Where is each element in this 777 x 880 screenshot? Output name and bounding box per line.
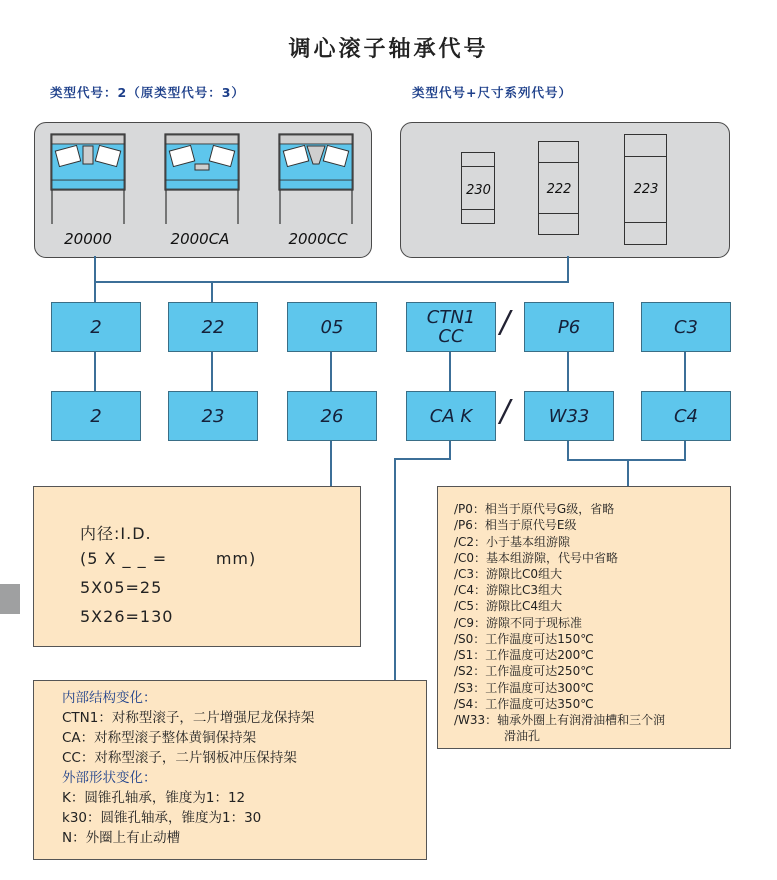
slash-separator: / xyxy=(500,394,511,429)
external-line: k30：圆锥孔轴承，锥度为1：30 xyxy=(62,810,262,826)
suffix-line: 滑油孔 xyxy=(504,729,541,743)
connector-line xyxy=(211,350,213,391)
internal-heading: 内部结构变化： xyxy=(62,690,157,706)
connector-line xyxy=(94,281,569,283)
page-title: 调心滚子轴承代号 xyxy=(288,36,489,62)
internal-line: CTN1：对称型滚子，二片增强尼龙保持架 xyxy=(62,710,315,726)
series-label: 223 xyxy=(633,182,659,197)
slash-separator: / xyxy=(500,305,511,340)
bore-line: 内径:I.D. xyxy=(80,524,152,543)
series-label: 230 xyxy=(466,183,491,198)
suffix-line: /C0：基本组游隙，代号中省略 xyxy=(454,551,619,565)
code-box-tolerance: W33 xyxy=(524,391,614,441)
connector-line xyxy=(684,439,686,461)
bore-line: 5X05=25 xyxy=(80,578,163,597)
side-tab xyxy=(0,584,20,614)
code-box-clearance: C3 xyxy=(641,302,731,352)
connector-line xyxy=(567,350,569,391)
suffix-line: /C5：游隙比C4组大 xyxy=(454,599,563,613)
code-box-tolerance: P6 xyxy=(524,302,614,352)
connector-line xyxy=(330,439,332,486)
type-code-header: 类型代号：2（原类型代号：3） xyxy=(50,85,245,100)
connector-line xyxy=(567,439,569,461)
connector-line xyxy=(449,350,451,391)
suffix-line: /S3：工作温度可达300℃ xyxy=(454,681,594,695)
internal-line: CC：对称型滚子，二片钢板冲压保持架 xyxy=(62,750,297,766)
bearing-type-label: 20000 xyxy=(64,230,112,248)
external-line: K：圆锥孔轴承，锥度为1：12 xyxy=(62,790,246,806)
code-box-series: 23 xyxy=(168,391,258,441)
connector-line xyxy=(627,459,629,486)
code-box-internal: CA K xyxy=(406,391,496,441)
bore-line: 5X26=130 xyxy=(80,607,174,626)
suffix-line: /C4：游隙比C3组大 xyxy=(454,583,563,597)
code-box-bore: 05 xyxy=(287,302,377,352)
external-heading: 外部形状变化： xyxy=(62,770,157,786)
suffix-line: /P6：相当于原代号E级 xyxy=(454,518,577,532)
suffix-line: /S1：工作温度可达200℃ xyxy=(454,648,594,662)
connector-line xyxy=(449,439,451,459)
series-label: 222 xyxy=(546,182,572,197)
code-box-series: 22 xyxy=(168,302,258,352)
type-series-header: 类型代号+尺寸系列代号） xyxy=(412,85,572,100)
suffix-line: /C9：游隙不同于现标准 xyxy=(454,616,583,630)
suffix-line: /C2：小于基本组游隙 xyxy=(454,535,571,549)
bearing-20000-icon xyxy=(51,134,125,224)
code-box-bore: 26 xyxy=(287,391,377,441)
suffix-line: /C3：游隙比C0组大 xyxy=(454,567,563,581)
suffix-line: /W33：轴承外圈上有润滑油槽和三个润 xyxy=(454,713,666,727)
connector-line xyxy=(394,458,396,680)
suffix-explanation-box xyxy=(437,486,731,749)
connector-line xyxy=(684,350,686,391)
code-box-internal: CTN1 CC xyxy=(406,302,496,352)
suffix-line: /S2：工作温度可达250℃ xyxy=(454,664,594,678)
external-line: N：外圈上有止动槽 xyxy=(62,830,181,846)
bore-line: (5 X _ _ = mm) xyxy=(80,549,257,568)
connector-line xyxy=(394,458,451,460)
bearing-type-label: 2000CC xyxy=(288,230,348,248)
suffix-line: /S0：工作温度可达150℃ xyxy=(454,632,594,646)
code-box-type: 2 xyxy=(51,391,141,441)
bearing-2000cc-icon xyxy=(279,134,353,224)
connector-line xyxy=(211,281,213,302)
connector-line xyxy=(94,350,96,391)
suffix-line: /S4：工作温度可达350℃ xyxy=(454,697,594,711)
internal-design-box xyxy=(33,680,427,860)
internal-line: CA：对称型滚子整体黄铜保持架 xyxy=(62,730,257,746)
connector-line xyxy=(330,350,332,391)
connector-line xyxy=(567,256,569,283)
bore-explanation-box xyxy=(33,486,361,647)
connector-line xyxy=(94,256,96,302)
code-box-clearance: C4 xyxy=(641,391,731,441)
code-box-type: 2 xyxy=(51,302,141,352)
bearing-type-label: 2000CA xyxy=(170,230,230,248)
suffix-line: /P0：相当于原代号G级，省略 xyxy=(454,502,615,516)
bearing-2000ca-icon xyxy=(165,134,239,224)
